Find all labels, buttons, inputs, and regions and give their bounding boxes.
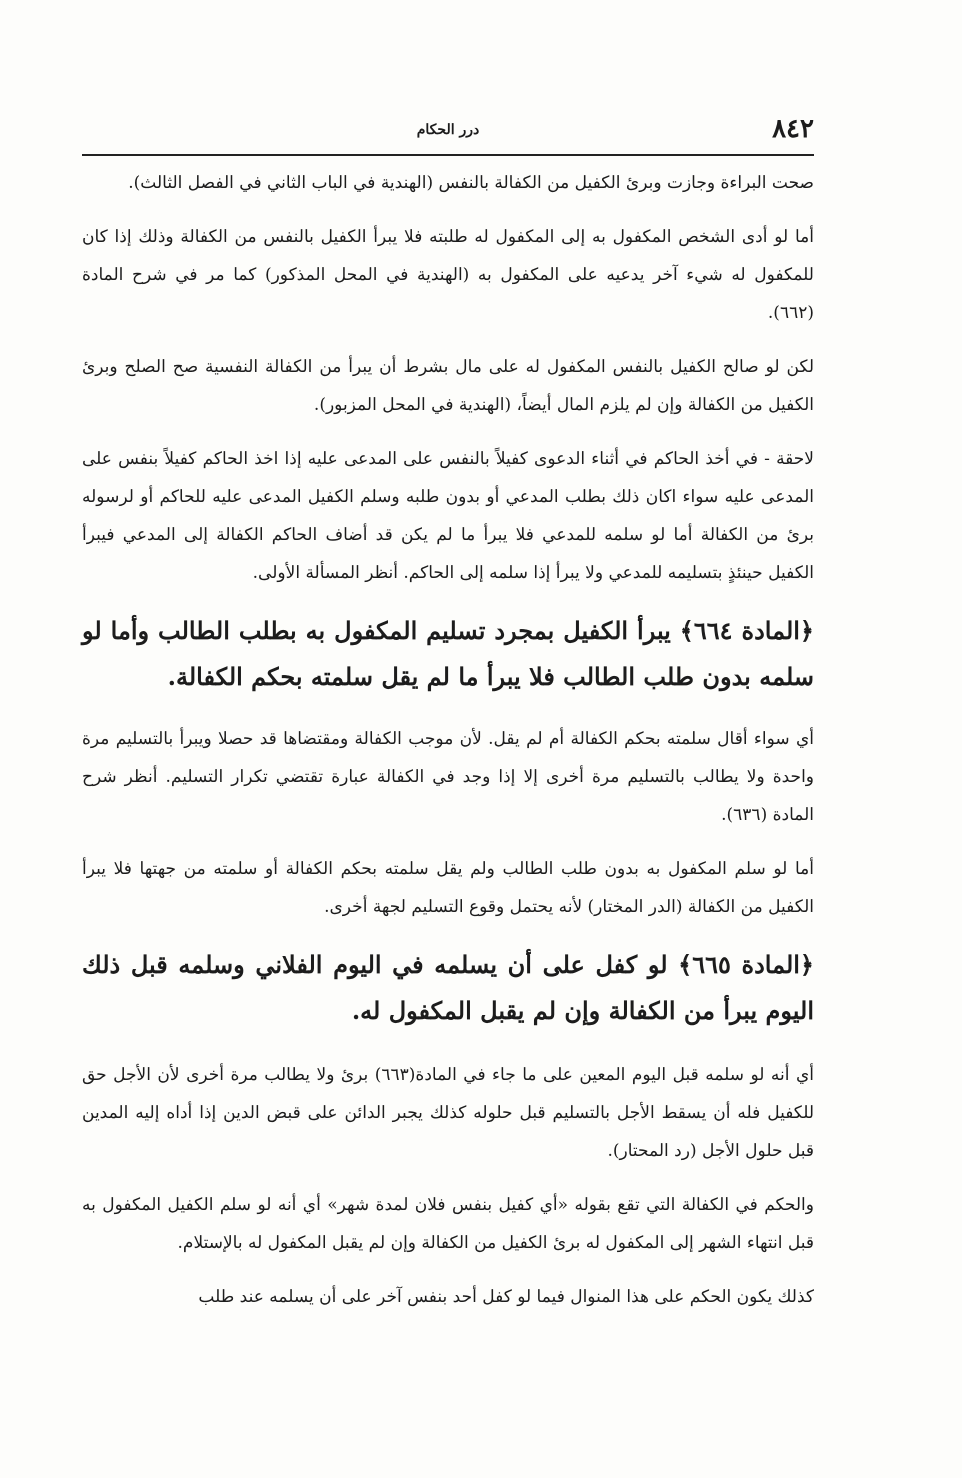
- document-page: [82, 108, 814, 1316]
- paragraph-1: صحت البراءة وجازت وبرئ الكفيل من الكفالة بالنفس (الهندية في الباب الثاني في الفصل الثالث).: [128, 173, 814, 193]
- page-number: ٨٤٢: [772, 114, 814, 144]
- body-text: [82, 164, 814, 1316]
- page-header: [82, 108, 814, 156]
- article-664: ﴿المادة ٦٦٤﴾ يبرأ الكفيل بمجرد تسليم المكفول به بطلب الطالب وأما لو سلمه بدون طلب الطالب فلا يبرأ ما لم يقل سلمته بحكم الكفالة.: [82, 616, 814, 691]
- article-665: ﴿المادة ٦٦٥﴾ لو كفل على أن يسلمه في اليوم الفلاني وسلمه قبل ذلك اليوم يبرأ من الكفالة وإن لم يقبل المكفول له.: [82, 950, 814, 1025]
- paragraph-9: أي أنه لو سلمه قبل اليوم المعين على ما جاء في المادة(٦٦٣) برئ ولا يطالب مرة أخرى لأن الأجل حق للكفيل فله أن يسقط الأجل بالتسليم قبل حلوله كذلك يجبر الدائن على قبض الدين إذا أداه إليه المدين قبل حلول الأجل (رد المحتار).: [82, 1065, 814, 1161]
- paragraph-7: أما لو سلم المكفول به بدون طلب الطالب ولم يقل سلمته بحكم الكفالة أو سلمته من جهتها فلا يبرأ الكفيل من الكفالة (الدر المختار) لأنه يحتمل وقوع التسليم لجهة أخرى.: [82, 859, 814, 917]
- paragraph-4: لاحقة - في أخذ الحاكم في أثناء الدعوى كفيلاً بالنفس على المدعى عليه إذا اخذ الحاكم كفيلاً بنفس على المدعى عليه سواء اكان ذلك بطلب المدعي أو بدون طلبه وسلم الكفيل المدعى عليه للحاكم أو لرسوله برئ من الكفالة أما لو سلمه للمدعي فلا يبرأ ما لم يكن قد أضاف الحاكم الكفالة إلى المدعي فيبرأ الكفيل حينئذٍ بتسليمه للمدعي ولا يبرأ إذا سلمه إلى الحاكم. أنظر المسألة الأولى.: [82, 449, 814, 583]
- paragraph-6: أي سواء أقال سلمته بحكم الكفالة أم لم يقل. لأن موجب الكفالة ومقتضاها قد حصلا ويبرأ بالتسليم مرة واحدة ولا يطالب بالتسليم مرة أخرى إلا إذا وجد في الكفالة عبارة تقتضي تكرار التسليم. أنظر شرح المادة (٦٣٦).: [82, 729, 814, 825]
- running-title: درر الحكام: [416, 122, 480, 138]
- paragraph-10: والحكم في الكفالة التي تقع بقوله «أي كفيل بنفس فلان لمدة شهر» أي أنه لو سلم الكفيل المكفول به قبل انتهاء الشهر إلى المكفول له برئ الكفيل من الكفالة وإن لم يقبل المكفول له بالإستلام.: [82, 1195, 814, 1253]
- paragraph-2: أما لو أدى الشخص المكفول به إلى المكفول له طلبته فلا يبرأ الكفيل بالنفس من الكفالة وذلك إذا كان للمكفول له شيء آخر يدعيه على المكفول به (الهندية في المحل المذكور) كما مر في شرح المادة (٦٦٢).: [82, 227, 814, 323]
- paragraph-3: لكن لو صالح الكفيل بالنفس المكفول له على مال بشرط أن يبرأ من الكفالة النفسية صح الصلح وبرئ الكفيل من الكفالة وإن لم يلزم المال أيضاً، (الهندية في المحل المزبور).: [82, 357, 814, 415]
- paragraph-11: كذلك يكون الحكم على هذا المنوال فيما لو كفل أحد بنفس آخر على أن يسلمه عند طلب: [198, 1287, 814, 1307]
